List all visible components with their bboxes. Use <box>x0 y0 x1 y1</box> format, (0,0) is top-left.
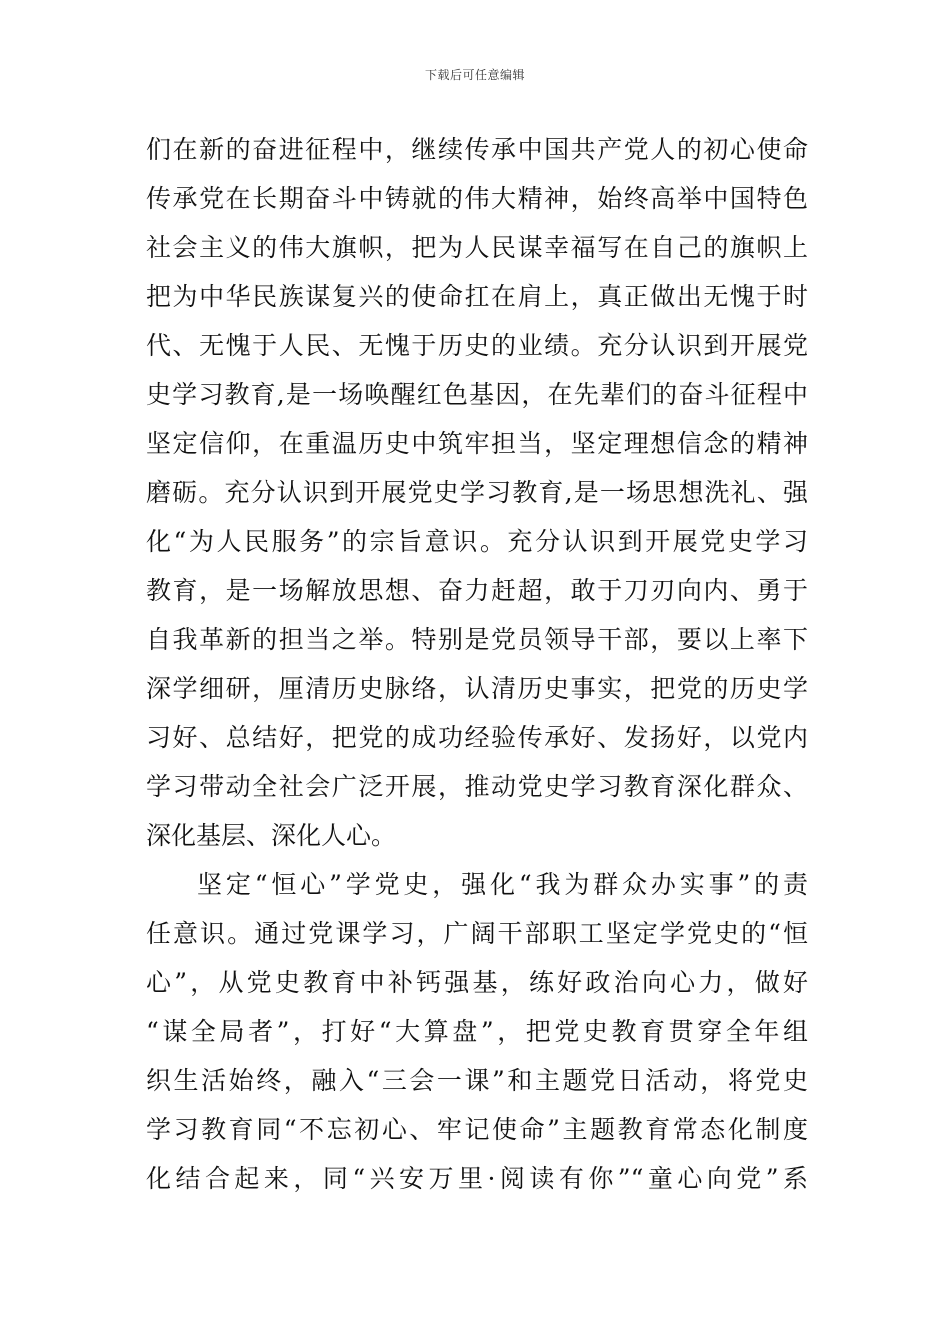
text-line: 任意识。通过党课学习，广阔干部职工坚定学党史的“恒 <box>146 919 808 948</box>
text-line: 教育，是一场解放思想、奋力赶超，敢于刀刃向内、勇于 <box>146 576 808 605</box>
text-line: 坚定“恒心”学党史，强化“我为群众办实事”的责 <box>197 870 808 899</box>
text-line: 坚定信仰，在重温历史中筑牢担当，坚定理想信念的精神 <box>146 429 808 458</box>
document-body <box>146 125 808 1203</box>
text-line: 织生活始终，融入“三会一课”和主题党日活动，将党史 <box>146 1066 808 1095</box>
text-line: 深化基层、深化人心。 <box>146 821 397 850</box>
text-line: 自我革新的担当之举。特别是党员领导干部，要以上率下 <box>146 625 808 654</box>
text-line: 心”，从党史教育中补钙强基，练好政治向心力，做好 <box>146 968 808 997</box>
text-line: 化结合起来，同“兴安万里·阅读有你”“童心向党”系 <box>146 1164 808 1193</box>
text-line: 代、无愧于人民、无愧于历史的业绩。充分认识到开展党 <box>146 331 808 360</box>
text-line: 社会主义的伟大旗帜，把为人民谋幸福写在自己的旗帜上 <box>146 233 808 262</box>
text-line: 学习教育同“不忘初心、牢记使命”主题教育常态化制度 <box>146 1115 808 1144</box>
text-line: 深学细研，厘清历史脉络，认清历史事实，把党的历史学 <box>146 674 808 703</box>
text-line: 们在新的奋进征程中，继续传承中国共产党人的初心使命 <box>146 135 808 164</box>
text-line: 史学习教育,是一场唤醒红色基因，在先辈们的奋斗征程中 <box>146 380 808 409</box>
text-line: “谋全局者”，打好“大算盘”，把党史教育贯穿全年组 <box>146 1017 808 1046</box>
page-header: 下载后可任意编辑 <box>424 68 525 82</box>
text-line: 磨砺。充分认识到开展党史学习教育,是一场思想洗礼、强 <box>146 478 808 507</box>
text-line: 把为中华民族谋复兴的使命扛在肩上，真正做出无愧于时 <box>146 282 808 311</box>
paragraph-2 <box>146 860 808 1203</box>
text-line: 化“为人民服务”的宗旨意识。充分认识到开展党史学习 <box>146 527 808 556</box>
text-line: 习好、总结好，把党的成功经验传承好、发扬好，以党内 <box>146 723 808 752</box>
paragraph-1 <box>146 125 808 860</box>
text-line: 传承党在长期奋斗中铸就的伟大精神，始终高举中国特色 <box>146 184 808 213</box>
text-line: 学习带动全社会广泛开展，推动党史学习教育深化群众、 <box>146 772 808 801</box>
